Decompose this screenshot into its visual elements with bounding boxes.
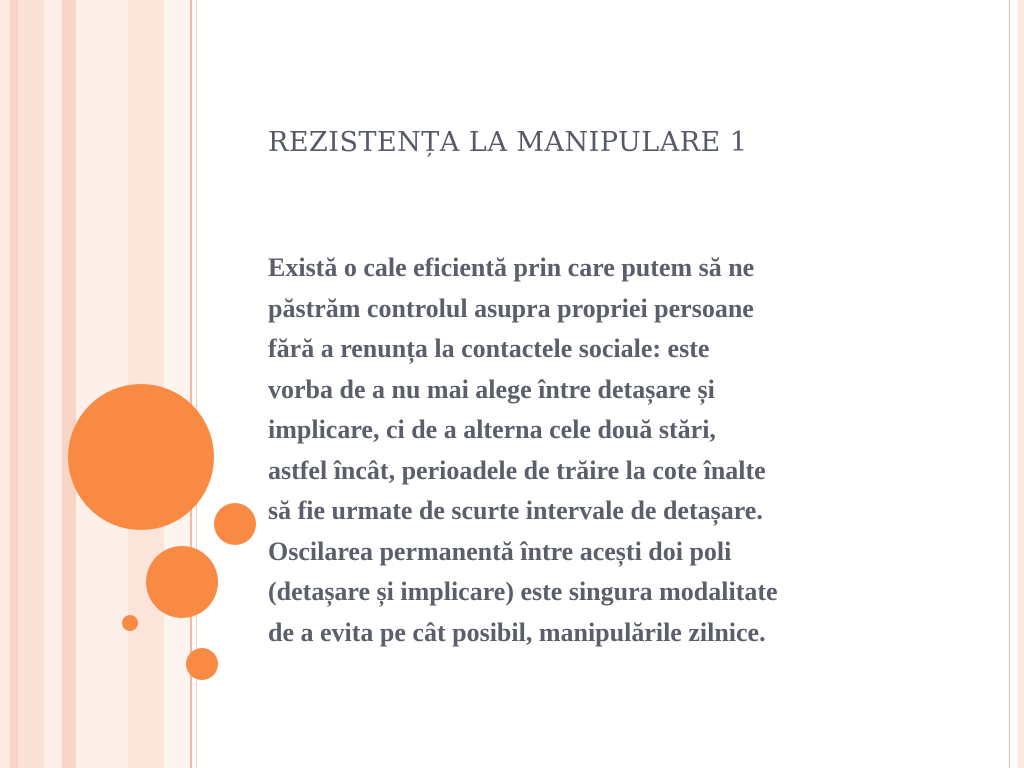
body-line: să fie urmate de scurte intervale de detașare.	[268, 496, 763, 525]
decor-stripe	[62, 0, 76, 768]
decor-line-right	[1009, 0, 1010, 768]
body-line: Oscilarea permanentă între acești doi poli	[268, 536, 732, 566]
slide-title: REZISTENȚA LA MANIPULARE 1	[268, 127, 748, 158]
decor-stripe	[164, 0, 192, 768]
slide-body	[268, 248, 948, 653]
decor-stripe	[44, 0, 62, 768]
decor-circle-large	[68, 384, 214, 530]
body-line: Există o cale eficientă prin care putem să ne	[268, 253, 755, 282]
decor-circle-small	[214, 503, 256, 545]
body-line: păstrăm controlul asupra propriei persoane	[268, 293, 754, 323]
decor-circle-small	[186, 648, 218, 680]
decor-stripe	[76, 0, 128, 768]
decor-stripe-right	[1018, 0, 1024, 768]
decor-circle-medium	[146, 546, 218, 618]
body-line: astfel încât, perioadele de trăire la cote înalte	[268, 455, 766, 485]
body-line: vorba de a nu mai alege între detașare și	[268, 374, 715, 404]
decor-stripe	[10, 0, 18, 768]
body-line: fără a renunța la contactele sociale: este	[268, 334, 710, 363]
body-line: de a evita pe cât posibil, manipulările zilnice.	[268, 617, 766, 647]
body-line: (detașare și implicare) este singura modalitate	[268, 577, 778, 606]
decor-circle-tiny	[122, 615, 138, 631]
decor-stripe	[18, 0, 44, 768]
body-line: implicare, ci de a alterna cele două stări,	[268, 415, 716, 444]
decor-stripe	[0, 0, 10, 768]
